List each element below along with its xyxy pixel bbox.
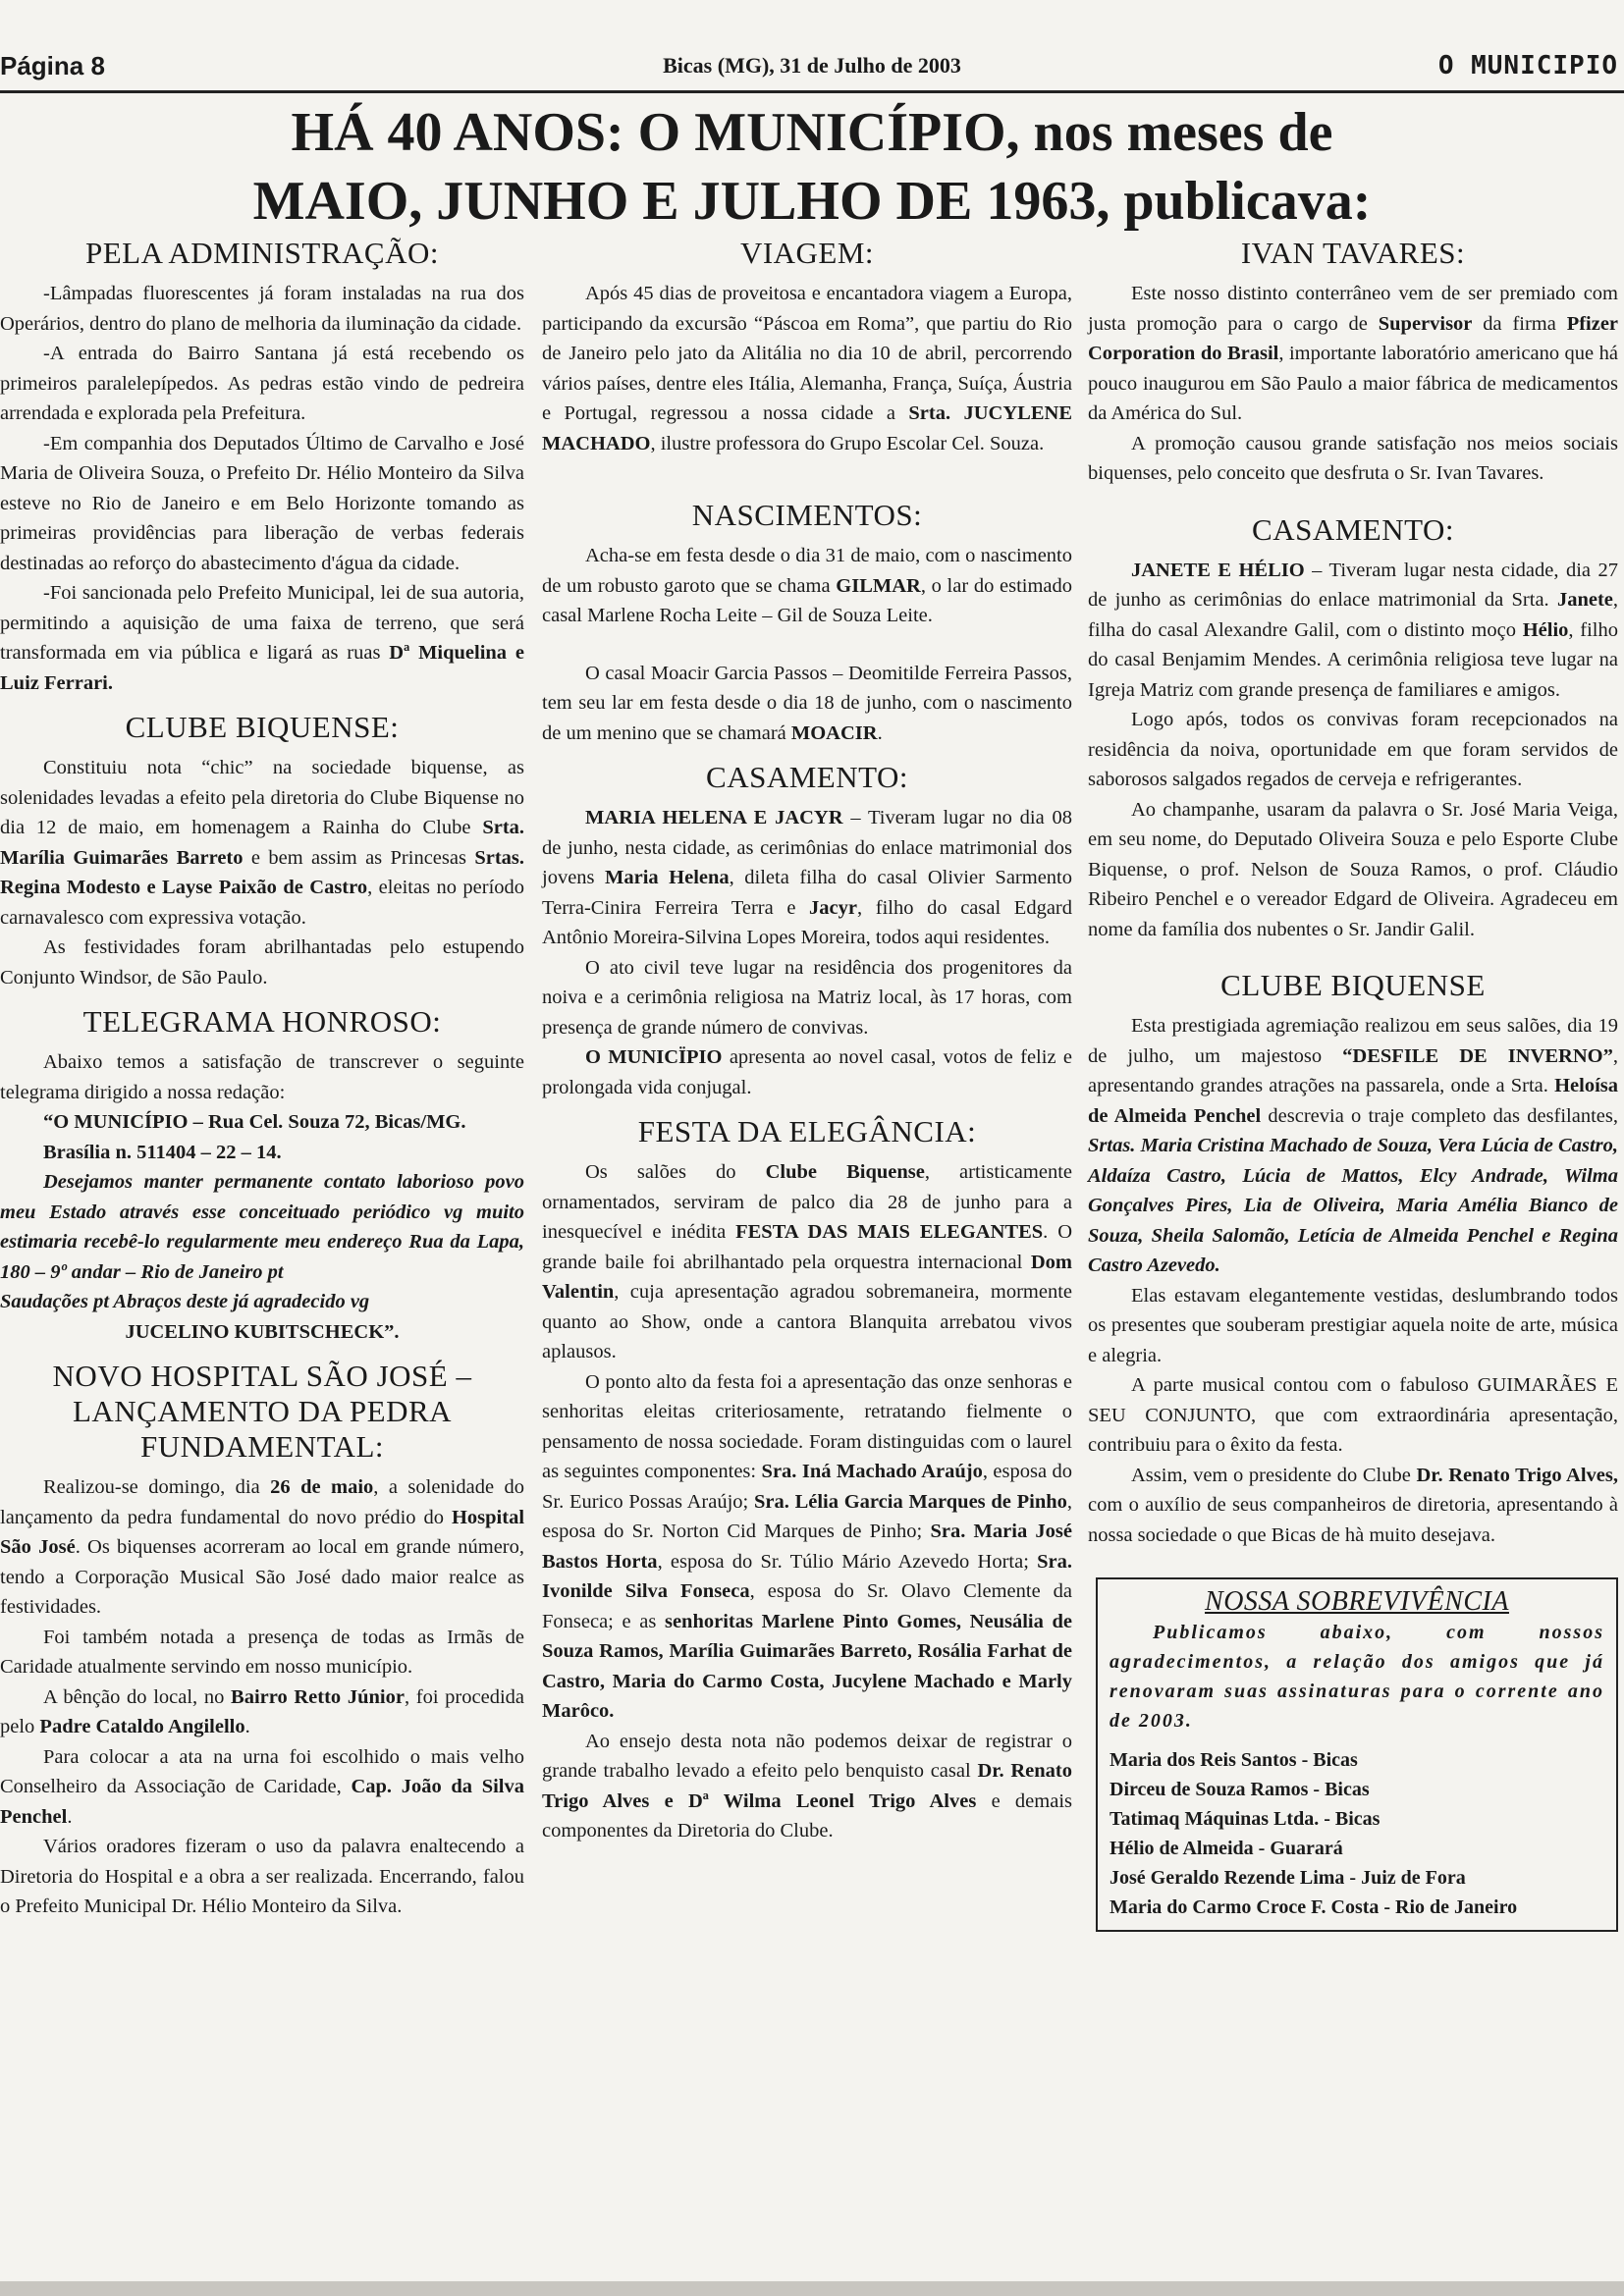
section-title-casamento: CASAMENTO: [706,760,908,794]
article-paragraph: Abaixo temos a satisfação de transcrever o seguinte telegrama dirigido a nossa redação: [0,1051,524,1103]
article-paragraph: Realizou-se domingo, dia 26 de maio, a solenidade do lançamento da pedra fundamental do novo prédio do Hospital São José. Os biquenses acorreram ao local em grande número, tendo a Corporação Musical São José dado maior realce as festividades. [0,1476,525,1618]
article-paragraph: Logo após, todos os convivas foram recepcionados na residência da noiva, oportunidade em que foram servidos de saborosos salgados regados de cerveja e refrigerantes. [1088,709,1618,790]
article-paragraph: -Lâmpadas fluorescentes já foram instaladas na rua dos Operários, dentro do plano de melhoria da iluminação da cidade. [0,283,524,335]
column-right [1088,236,1618,1932]
box-title: NOSSA SOBREVIVÊNCIA [1205,1586,1509,1617]
list-item: Hélio de Almeida - Guarará [1110,1837,1343,1859]
box-intro: Publicamos abaixo, com nossos agradecimentos, a relação dos amigos que já renovaram suas assinaturas para o corrente ano de 2003. [1110,1621,1604,1732]
article-paragraph: A bênção do local, no Bairro Retto Júnior, foi procedida pelo Padre Cataldo Angilello. [0,1685,524,1737]
list-item: Dirceu de Souza Ramos - Bicas [1110,1778,1370,1800]
subscribers-box [1096,1577,1618,1932]
section-title-festa-elegancia: FESTA DA ELEGÂNCIA: [637,1114,977,1148]
article-paragraph: -Foi sancionada pelo Prefeito Municipal, lei de sua autoria, permitindo a aquisição de uma faixa de terreno, que será transformada em via pública e ligará as ruas Dª Miquelina e Luiz Ferrari. [0,582,524,694]
list-item: José Geraldo Rezende Lima - Juiz de Fora [1110,1866,1466,1889]
article-paragraph: Para colocar a ata na urna foi escolhido o mais velho Conselheiro da Associação de Caridade, Cap. João da Silva Penchel. [0,1745,524,1828]
list-item: Maria dos Reis Santos - Bicas [1110,1748,1358,1771]
header-rule [0,90,1624,93]
section-title-casamento: CASAMENTO: [1252,511,1454,547]
article-paragraph: -Em companhia dos Deputados Último de Carvalho e José Maria de Oliveira Souza, o Prefeito Dr. Hélio Monteiro da Silva esteve no Rio de Janeiro e em Belo Horizonte tomando as primeiras providências para liberação de verbas federais destinadas ao reforço do abastecimento d'água da cidade. [0,432,524,574]
headline-line-2: MAIO, JUNHO E JULHO DE 1963, publicava: [252,171,1372,232]
page-header [0,51,1624,86]
column-middle [542,236,1072,1846]
article-paragraph: Constituiu nota “chic” na sociedade biquense, as solenidades levadas a efeito pela diretoria do Clube Biquense no dia 12 de maio, em homenagem a Rainha do Clube Srta. Marília Guimarães Barreto e bem assim as Princesas Srtas. Regina Modesto e Layse Paixão de Castro, eleitas no período carnavalesco com expressiva votação. [0,757,525,929]
article-paragraph: Acha-se em festa desde o dia 31 de maio, com o nascimento de um robusto garoto que se chama GILMAR, o lar do estimado casal Marlene Rocha Leite – Gil de Souza Leite. [542,545,1073,626]
telegram-signature: JUCELINO KUBITSCHECK”. [125,1320,400,1343]
article-paragraph: A promoção causou grande satisfação nos meios sociais biquenses, pelo conceito que desfruta o Sr. Ivan Tavares. [1088,432,1618,484]
telegram-number: Brasília n. 511404 – 22 – 14. [43,1141,282,1163]
article-paragraph: Vários oradores fizeram o uso da palavra enaltecendo a Diretoria do Hospital e a obra a ser realizada. Encerrando, falou o Prefeito Municipal Dr. Hélio Monteiro da Silva. [0,1836,524,1917]
telegram-greeting: Saudações pt Abraços deste já agradecido vg [0,1291,370,1312]
article-paragraph: Ao champanhe, usaram da palavra o Sr. José Maria Veiga, em seu nome, do Deputado Oliveira Souza e pelo Esporte Clube Biquense, o prof. Nelson de Souza Ramos, o prof. Cláudio Ribeiro Penchel e o vereador Edgard de Oliveira. Agradeceu em nome da família dos nubentes o Sr. Jandir Galil. [1088,798,1618,940]
article-paragraph: Assim, vem o presidente do Clube Dr. Renato Trigo Alves, com o auxílio de seus companheiros de diretoria, apresentando à nossa sociedade o que Bicas de hà muito desejava. [1088,1464,1619,1546]
article-paragraph: -A entrada do Bairro Santana já está recebendo os primeiros paralelepípedos. As pedras estão vindo de pedreira arrendada e explorada pela Prefeitura. [0,343,524,424]
section-title-hospital: NOVO HOSPITAL SÃO JOSÉ – LANÇAMENTO DA PEDRA FUNDAMENTAL: [52,1359,472,1464]
list-item: Maria do Carmo Croce F. Costa - Rio de Janeiro [1110,1896,1518,1918]
article-paragraph: Após 45 dias de proveitosa e encantadora viagem a Europa, participando da excursão “Páscoa em Roma”, que partiu do Rio de Janeiro pelo jato da Alitália no dia 10 de abril, percorrendo vários países, dentre eles Itália, Alemanha, França, Suíça, Áustria e Portugal, regressou a nossa cidade a Srta. JUCYLENE MACHADO, ilustre professora do Grupo Escolar Cel. Souza. [542,283,1072,454]
page-bottom-edge [0,2281,1624,2296]
headline-line-1: HÁ 40 ANOS: O MUNICÍPIO, nos meses de [291,102,1333,163]
newspaper-name: O MUNICIPIO [1437,51,1618,80]
page-number: Página 8 [0,51,105,80]
article-paragraph: Os salões do Clube Biquense, artisticamente ornamentados, serviram de palco dia 28 de junho para a inesquecível e inédita FESTA DAS MAIS ELEGANTES. O grande baile foi abrilhantado pela orquestra internacional Dom Valentin, cuja apresentação agradou sobremaneira, mormente quanto ao Show, onde a cantora Blanquita arrebatou vivos aplausos. [542,1161,1073,1362]
article-paragraph: A parte musical contou com o fabuloso GUIMARÃES E SEU CONJUNTO, que com extraordinária apresentação, contribuiu para o êxito da festa. [1088,1374,1618,1456]
article-paragraph: JANETE E HÉLIO – Tiveram lugar nesta cidade, dia 27 de junho as cerimônias do enlace matrimonial da Srta. Janete, filha do casal Alexandre Galil, com o distinto moço Hélio, filho do casal Benjamim Mendes. A cerimônia religiosa teve lugar na Igreja Matriz com grande presença de familiares e amigos. [1088,559,1619,701]
section-title-clube-biquense: CLUBE BIQUENSE [1220,968,1486,1002]
article-paragraph: As festividades foram abrilhantadas pelo estupendo Conjunto Windsor, de São Paulo. [0,936,524,988]
section-title-viagem: VIAGEM: [739,236,875,270]
article-paragraph: O ponto alto da festa foi a apresentação das onze senhoras e senhoritas eleitas criteriosamente, retratando fielmente o pensamento de nossa sociedade. Foram distinguidas com o laurel as seguintes componentes: Sra. Iná Machado Araújo, esposa do Sr. Eurico Possas Araújo; Sra. Lélia Garcia Marques de Pinho, esposa do Sr. Norton Cid Marques de Pinho; Sra. Maria José Bastos Horta, esposa do Sr. Túlio Mário Azevedo Horta; Sra. Ivonilde Silva Fonseca, esposa do Sr. Olavo Clemente da Fonseca; e as senhoritas Marlene Pinto Gomes, Neusália de Souza Ramos, Marília Guimarães Barreto, Rosália Farhat de Castro, Maria do Carmo Costa, Jucylene Machado e Marly Marôco. [542,1370,1073,1722]
article-paragraph: O ato civil teve lugar na residência dos progenitores da noiva e a cerimônia religiosa na Matriz local, às 17 horas, com presença de grande número de convivas. [542,956,1072,1039]
article-paragraph: MARIA HELENA E JACYR – Tiveram lugar no dia 08 de junho, nesta cidade, as cerimônias do enlace matrimonial dos jovens Maria Helena, dileta filha do casal Olivier Sarmento Terra-Cinira Ferreira Terra e Jacyr, filho do casal Edgard Antônio Moreira-Silvina Lopes Moreira, todos aqui residentes. [542,807,1072,948]
article-paragraph: Elas estavam elegantemente vestidas, deslumbrando todos os presentes que souberam prestigiar aquela noite de arte, música e alegria. [1088,1284,1618,1366]
list-item: Tatimaq Máquinas Ltda. - Bicas [1110,1807,1380,1830]
column-left [0,236,524,1922]
section-title-administracao: PELA ADMINISTRAÇÃO: [84,236,439,270]
section-title-ivan-tavares: IVAN TAVARES: [1240,236,1466,270]
article-paragraph: O casal Moacir Garcia Passos – Deomitilde Ferreira Passos, tem seu lar em festa desde o dia 18 de junho, com o nascimento de um menino que se chamará MOACIR. [542,662,1072,744]
article-paragraph: Este nosso distinto conterrâneo vem de ser premiado com justa promoção para o cargo de Supervisor da firma Pfizer Corporation do Brasil, importante laboratório americano que há pouco inaugurou em São Paulo a maior fábrica de medicamentos da América do Sul. [1088,283,1619,424]
telegram-address: “O MUNICÍPIO – Rua Cel. Souza 72, Bicas/MG. [43,1111,466,1133]
section-title-telegrama: TELEGRAMA HONROSO: [82,1004,442,1039]
article-paragraph: Foi também notada a presença de todas as Irmãs de Caridade atualmente servindo em nosso município. [0,1626,524,1678]
telegram-message: Desejamos manter permanente contato laborioso povo meu Estado através esse conceituado periódico vg muito estimaria recebê-lo regularmente meu endereço Rua da Lapa, 180 – 9º andar – Rio de Janeiro pt [0,1171,524,1283]
article-paragraph: Esta prestigiada agremiação realizou em seus salões, dia 19 de julho, um majestoso “DESFILE DE INVERNO”, apresentando grandes atrações na passarela, onde a Srta. Heloísa de Almeida Penchel descrevia o traje completo das desfilantes, Srtas. Maria Cristina Machado de Souza, Vera Lúcia de Castro, Aldaíza Castro, Lúcia de Mattos, Elcy Andrade, Wilma Gonçalves Pires, Lia de Oliveira, Maria Amélia Bianco de Souza, Sheila Salomão, Letícia de Almeida Penchel e Regina Castro Azevedo. [1088,1015,1619,1276]
page-headline [0,98,1624,236]
subscriber-list [1110,1745,1604,1922]
section-title-clube-biquense: CLUBE BIQUENSE: [125,710,400,744]
article-paragraph: O MUNICÏPIO apresenta ao novel casal, votos de feliz e prolongada vida conjugal. [542,1046,1073,1098]
issue-date: Bicas (MG), 31 de Julho de 2003 [663,53,961,78]
section-title-nascimentos: NASCIMENTOS: [691,498,923,532]
article-paragraph: Ao ensejo desta nota não podemos deixar de registrar o grande trabalho levado a efeito pelo benquisto casal Dr. Renato Trigo Alves e Dª Wilma Leonel Trigo Alves e demais componentes da Diretoria do Clube. [542,1730,1072,1842]
